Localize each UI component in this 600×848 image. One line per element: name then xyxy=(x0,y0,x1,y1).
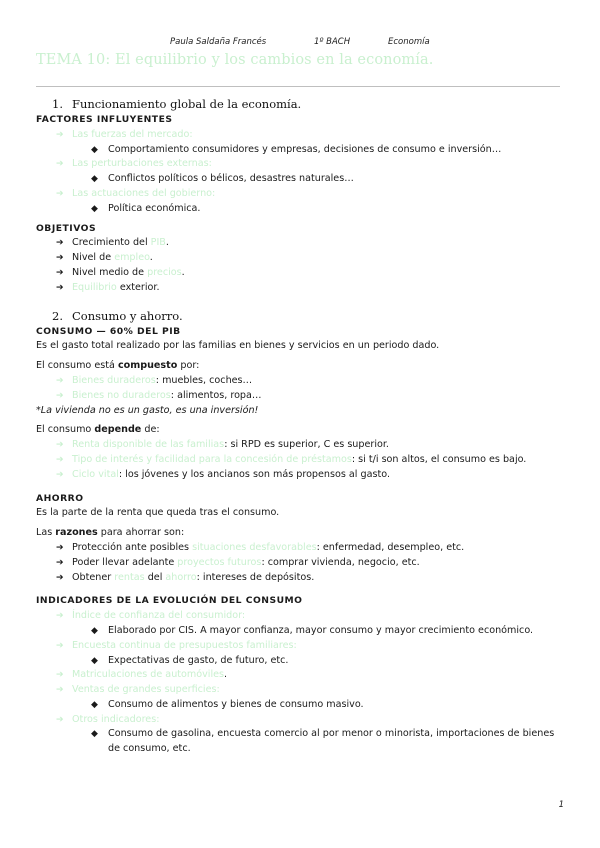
highlight-text: empleo xyxy=(114,252,150,264)
bold-text: depende xyxy=(94,424,142,436)
header-subject: Economía xyxy=(388,37,430,47)
highlight-text: Las fuerzas del mercado: xyxy=(72,128,193,140)
bold-text: compuesto xyxy=(117,360,178,372)
highlight-text: Las perturbaciones externas: xyxy=(72,158,212,170)
vivienda-note: *La vivienda no es un gasto, es una inversión! xyxy=(36,404,259,416)
list-item xyxy=(36,251,566,266)
list-item xyxy=(36,172,566,187)
arrow-right-icon: ➔ xyxy=(56,440,64,451)
arrow-right-icon: ➔ xyxy=(56,375,64,386)
text: de: xyxy=(141,424,160,436)
item-text: Expectativas de gasto, de futuro, etc. xyxy=(108,654,289,666)
item-text: Nivel de xyxy=(72,252,115,264)
list-item xyxy=(36,453,566,468)
item-text: Conflictos políticos o bélicos, desastres naturales… xyxy=(108,173,354,185)
highlight-text: proyectos futuros xyxy=(177,556,262,568)
highlight-text: Ciclo vital xyxy=(72,468,119,480)
arrow-right-icon: ➔ xyxy=(56,572,64,583)
arrow-right-icon: ➔ xyxy=(56,557,64,568)
list-item xyxy=(36,556,566,571)
list-item xyxy=(36,187,566,202)
item-text: : los jóvenes y los ancianos son más propensos al gasto. xyxy=(118,468,390,480)
item-text: Elaborado por CIS. A mayor confianza, mayor consumo y mayor crecimiento económico. xyxy=(108,624,534,636)
highlight-text: Bienes no duraderos xyxy=(72,389,171,401)
list-item xyxy=(36,698,566,713)
highlight-text: ahorro xyxy=(165,571,197,583)
title-divider xyxy=(36,86,560,87)
item-text: . xyxy=(181,266,185,278)
factores-label: FACTORES INFLUYENTES xyxy=(36,114,173,125)
highlight-text: Bienes duraderos xyxy=(72,374,156,386)
item-text: exterior. xyxy=(116,281,160,293)
diamond-bullet-icon: ◆ xyxy=(91,174,98,185)
consumo-composition xyxy=(36,359,566,374)
list-item xyxy=(36,727,566,757)
document-body xyxy=(36,96,566,757)
list-item xyxy=(36,668,566,683)
item-text: Nivel medio de xyxy=(72,266,148,278)
highlight-text: Equilibrio xyxy=(72,281,117,293)
item-text: : si RPD es superior, C es superior. xyxy=(224,439,389,451)
arrow-right-icon: ➔ xyxy=(56,454,64,465)
arrow-right-icon: ➔ xyxy=(56,238,64,249)
list-item xyxy=(36,281,566,296)
list-item xyxy=(36,236,566,251)
consumo-label: CONSUMO — 60% DEL PIB xyxy=(36,325,181,337)
list-item xyxy=(36,571,566,586)
text: Las xyxy=(36,527,56,539)
consumo-definition: Es el gasto total realizado por las familias en bienes y servicios en un periodo dado. xyxy=(36,340,440,352)
text: por: xyxy=(177,360,200,372)
item-text: Consumo de alimentos y bienes de consumo masivo. xyxy=(108,698,364,710)
diamond-bullet-icon: ◆ xyxy=(91,203,98,214)
list-item xyxy=(36,468,566,483)
text: para ahorrar son: xyxy=(97,527,185,539)
page-number: 1 xyxy=(558,800,564,810)
diamond-bullet-icon: ◆ xyxy=(91,655,98,666)
item-text: : comprar vivienda, negocio, etc. xyxy=(261,556,420,568)
list-item xyxy=(36,541,566,556)
text: El consumo xyxy=(36,424,95,436)
arrow-right-icon: ➔ xyxy=(56,188,64,199)
arrow-right-icon: ➔ xyxy=(56,685,64,696)
diamond-bullet-icon: ◆ xyxy=(91,625,98,636)
header-course: 1º BACH xyxy=(314,37,351,47)
highlight-text: PIB xyxy=(150,237,166,249)
item-text: Poder llevar adelante xyxy=(72,556,178,568)
header-author: Paula Saldaña Francés xyxy=(170,37,267,47)
list-item xyxy=(36,389,566,404)
item-text: del xyxy=(144,571,166,583)
list-item xyxy=(36,609,566,624)
item-text: : intereses de depósitos. xyxy=(196,571,315,583)
list-item xyxy=(36,374,566,389)
item-text: : enfermedad, desempleo, etc. xyxy=(316,541,465,553)
arrow-right-icon: ➔ xyxy=(56,469,64,480)
ahorro-definition: Es la parte de la renta que queda tras el consumo. xyxy=(36,507,280,519)
arrow-right-icon: ➔ xyxy=(56,611,64,622)
consumo-depends xyxy=(36,423,566,438)
page-title: TEMA 10: El equilibrio y los cambios en la economía. xyxy=(36,52,434,68)
list-item xyxy=(36,266,566,281)
section-heading-2 xyxy=(52,308,566,324)
highlight-text: Tipo de interés y facilidad para la concesión de préstamos xyxy=(72,453,352,465)
arrow-right-icon: ➔ xyxy=(56,253,64,264)
highlight-text: rentas xyxy=(114,571,145,583)
arrow-right-icon: ➔ xyxy=(56,714,64,725)
list-item xyxy=(36,654,566,669)
list-item xyxy=(36,128,566,143)
arrow-right-icon: ➔ xyxy=(56,129,64,140)
arrow-right-icon: ➔ xyxy=(56,282,64,293)
list-item xyxy=(36,713,566,728)
highlight-text: Encuesta continua de presupuestos familiares: xyxy=(72,639,297,651)
item-text: : muebles, coches… xyxy=(155,374,253,386)
highlight-text: Índice de confianza del consumidor: xyxy=(72,610,246,622)
bold-text: razones xyxy=(55,527,98,539)
highlight-text: Matriculaciones de automóviles xyxy=(72,669,225,681)
arrow-right-icon: ➔ xyxy=(56,542,64,553)
list-item xyxy=(36,157,566,172)
ahorro-label: AHORRO xyxy=(36,492,84,504)
section-title: Funcionamiento global de la economía. xyxy=(72,97,302,111)
highlight-text: Renta disponible de las familias xyxy=(72,439,225,451)
section-title: Consumo y ahorro. xyxy=(72,308,183,323)
item-text: . xyxy=(165,237,169,249)
arrow-right-icon: ➔ xyxy=(56,159,64,170)
list-item xyxy=(36,143,566,158)
arrow-right-icon: ➔ xyxy=(56,670,64,681)
item-text: : alimentos, ropa… xyxy=(170,389,262,401)
section-number: 1. xyxy=(52,97,63,111)
item-text: : si t/i son altos, el consumo es bajo. xyxy=(351,453,527,465)
diamond-bullet-icon: ◆ xyxy=(91,144,98,155)
objetivos-label: OBJETIVOS xyxy=(36,222,97,234)
item-text: Consumo de gasolina, encuesta comercio al por menor o minorista, importaciones de bienes de consumo, etc. xyxy=(108,728,555,755)
arrow-right-icon: ➔ xyxy=(56,267,64,278)
text: El consumo está xyxy=(36,360,118,372)
arrow-right-icon: ➔ xyxy=(56,390,64,401)
list-item xyxy=(36,639,566,654)
arrow-right-icon: ➔ xyxy=(56,640,64,651)
highlight-text: situaciones desfavorables xyxy=(192,541,317,553)
item-text: Protección ante posibles xyxy=(72,541,193,553)
item-text: . xyxy=(149,252,153,264)
diamond-bullet-icon: ◆ xyxy=(91,699,98,710)
highlight-text: Las actuaciones del gobierno: xyxy=(72,187,216,199)
highlight-text: Otros indicadores: xyxy=(72,713,160,725)
item-text: Comportamiento consumidores y empresas, decisiones de consumo e inversión… xyxy=(108,143,502,155)
section-heading-1 xyxy=(52,96,566,112)
list-item xyxy=(36,624,566,639)
item-text: Obtener xyxy=(72,571,115,583)
list-item xyxy=(36,202,566,217)
list-item xyxy=(36,683,566,698)
indicadores-label: INDICADORES DE LA EVOLUCIÓN DEL CONSUMO xyxy=(36,595,303,607)
diamond-bullet-icon: ◆ xyxy=(91,729,98,740)
highlight-text: Ventas de grandes superficies: xyxy=(72,684,220,696)
ahorro-reasons xyxy=(36,526,566,541)
item-text: . xyxy=(224,669,228,681)
section-number: 2. xyxy=(52,308,63,323)
item-text: Crecimiento del xyxy=(72,237,151,249)
list-item xyxy=(36,438,566,453)
highlight-text: precios xyxy=(147,266,182,278)
item-text: Política económica. xyxy=(108,202,201,214)
